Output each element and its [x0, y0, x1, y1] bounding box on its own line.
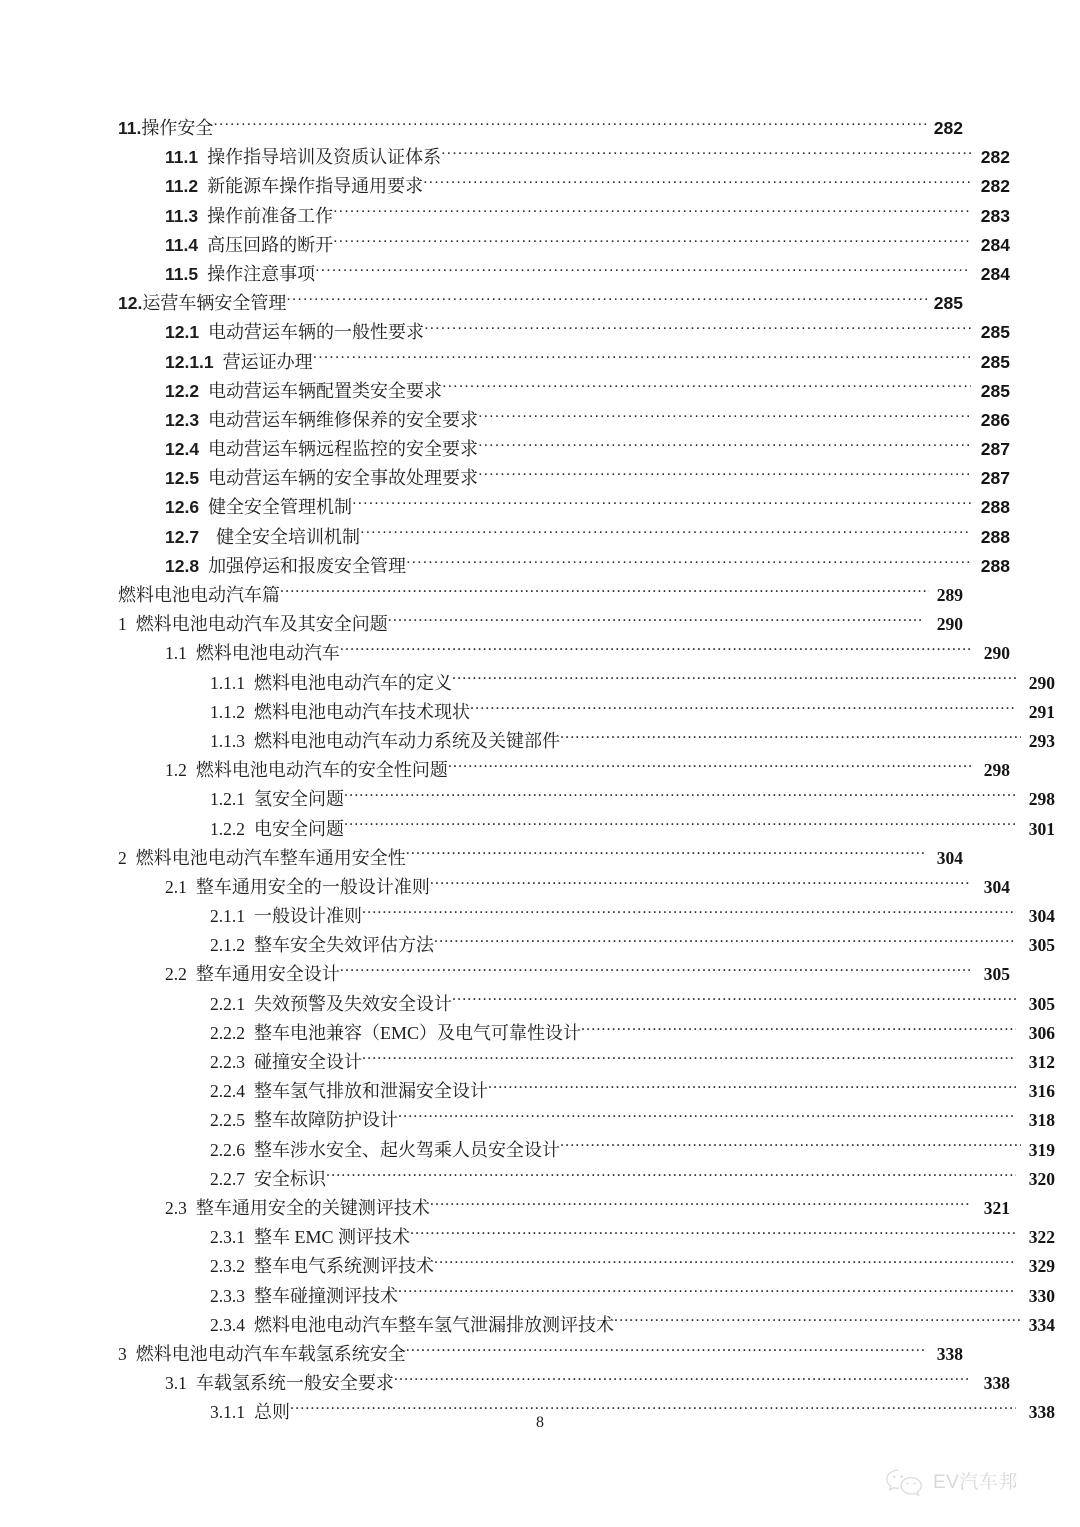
toc-entry-page-number: 284: [980, 234, 1010, 255]
toc-entry-number: 2.2: [165, 964, 187, 985]
toc-entry-number: 2.2.6: [210, 1139, 245, 1160]
toc-entry-number: 2.2.3: [210, 1052, 245, 1072]
toc-entry-number: 2.2.1: [210, 993, 245, 1014]
toc-entry-number: 12.8: [165, 555, 200, 576]
toc-entry-number: 2.3.3: [210, 1285, 245, 1306]
toc-entry[interactable]: [118, 639, 1010, 668]
toc-entry-number: 12.: [118, 293, 143, 314]
toc-entry-number: 11.: [118, 118, 142, 138]
toc-entry-title: 营运证办理: [222, 351, 313, 372]
toc-entry[interactable]: [118, 756, 1010, 785]
toc-entry-number: 12.1.1: [165, 351, 214, 372]
toc-entry-title: 整车碰撞测评技术: [254, 1285, 398, 1306]
toc-entry[interactable]: [118, 260, 1010, 289]
toc-entry[interactable]: [118, 1369, 1010, 1398]
toc-leader-dots: [488, 1079, 1016, 1097]
toc-entry-page-number: 283: [980, 205, 1010, 226]
toc-entry[interactable]: [118, 931, 1055, 960]
toc-entry-title: 操作注意事项: [207, 263, 316, 284]
toc-entry-title: 整车故障防护设计: [254, 1110, 398, 1131]
toc-leader-dots: [434, 933, 1016, 951]
toc-leader-dots: [423, 174, 971, 192]
toc-entry-title: 氢安全问题: [254, 789, 344, 810]
toc-entry-title: 一般设计准则: [254, 906, 362, 927]
toc-entry[interactable]: [118, 435, 1010, 464]
toc-entry-number: 11.2: [165, 176, 199, 197]
toc-entry-page-number: 338: [983, 1373, 1010, 1394]
toc-entry[interactable]: [118, 377, 1010, 406]
toc-entry-title: 整车涉水安全、起火驾乘人员安全设计: [254, 1139, 560, 1160]
toc-entry-number: 1.2: [165, 760, 187, 781]
toc-entry-page-number: 285: [980, 322, 1010, 343]
toc-entry[interactable]: [118, 610, 963, 639]
toc-entry-title: 燃料电池电动汽车的安全性问题: [195, 760, 448, 781]
toc-entry-page-number: 285: [980, 380, 1010, 401]
toc-leader-dots: [560, 729, 1021, 747]
toc-entry-number: 2.2.4: [210, 1081, 245, 1102]
toc-entry-title: 整车安全失效评估方法: [254, 935, 434, 956]
toc-leader-dots: [614, 1313, 1021, 1331]
toc-entry-page-number: 288: [980, 526, 1010, 547]
toc-entry-number: 2.3.1: [210, 1227, 245, 1248]
toc-leader-dots: [470, 700, 1016, 718]
toc-entry-page-number: 286: [980, 409, 1010, 430]
toc-entry-page-number: 285: [933, 293, 963, 314]
toc-entry[interactable]: [118, 523, 1010, 552]
toc-entry-page-number: 338: [936, 1343, 963, 1364]
toc-entry[interactable]: [118, 172, 1010, 201]
toc-entry-number: 2.3: [165, 1197, 187, 1218]
toc-entry[interactable]: [118, 902, 1055, 931]
toc-entry-title: 操作前准备工作: [207, 205, 334, 226]
toc-entry-page-number: 287: [980, 468, 1010, 489]
toc-entry-page-number: 312: [1028, 1052, 1055, 1072]
toc-leader-dots: [340, 962, 971, 980]
toc-entry-number: 1.2.1: [210, 789, 245, 810]
toc-entry-number: 2.3.4: [210, 1314, 245, 1335]
toc-entry-title: 操作安全: [141, 118, 214, 138]
toc-entry[interactable]: [118, 143, 1010, 172]
toc-entry-page-number: 305: [1028, 935, 1055, 956]
toc-entry-title: 安全标识: [254, 1168, 326, 1189]
toc-entry-title: 总则: [254, 1402, 290, 1423]
toc-entry-number: 2.1: [165, 876, 187, 897]
toc-entry-page-number: 298: [1028, 789, 1055, 810]
toc-entry-title: 整车通用安全的关键测评技术: [195, 1197, 430, 1218]
toc-leader-dots: [344, 817, 1016, 835]
toc-entry[interactable]: [118, 727, 1055, 756]
toc-entry-page-number: 288: [980, 555, 1010, 576]
toc-entry-title: 整车氢气排放和泄漏安全设计: [254, 1081, 488, 1102]
toc-entry-page-number: 282: [933, 118, 963, 138]
toc-leader-dots: [406, 554, 971, 572]
toc-entry-page-number: 289: [936, 585, 963, 605]
toc-leader-dots: [398, 1284, 1016, 1302]
toc-entry[interactable]: [118, 1194, 1010, 1223]
toc-entry[interactable]: [118, 669, 1055, 698]
toc-leader-dots: [388, 612, 924, 630]
toc-entry[interactable]: [118, 785, 1055, 814]
toc-entry-title: 整车通用安全设计: [195, 964, 340, 985]
page-number: 8: [536, 1414, 544, 1431]
toc-entry-title: 碰撞安全设计: [254, 1052, 362, 1072]
toc-entry-number: 1.1.3: [210, 730, 245, 751]
toc-entry[interactable]: [118, 698, 1055, 727]
toc-leader-dots: [333, 233, 971, 251]
toc-entry-title: 燃料电池电动汽车篇: [118, 585, 280, 605]
toc-entry-page-number: 322: [1028, 1227, 1055, 1248]
toc-entry-number: 11.5: [165, 263, 199, 284]
toc-entry-number: 12.4: [165, 439, 200, 460]
toc-entry[interactable]: [118, 114, 963, 143]
toc-entry-page-number: 293: [1028, 730, 1055, 751]
toc-entry-page-number: 291: [1028, 701, 1055, 722]
toc-entry-number: 12.7: [165, 526, 200, 547]
toc-entry-page-number: 287: [980, 439, 1010, 460]
toc-entry[interactable]: [118, 1252, 1055, 1281]
toc-entry[interactable]: [118, 1311, 1055, 1340]
toc-leader-dots: [478, 437, 971, 455]
toc-entry-number: 2.1.1: [210, 906, 245, 927]
toc-entry-number: 11.1: [165, 147, 199, 168]
toc-entry-title: 燃料电池电动汽车技术现状: [254, 701, 470, 722]
toc-entry[interactable]: [118, 1165, 1055, 1194]
toc-entry-number: 12.3: [165, 409, 200, 430]
toc-entry[interactable]: [118, 844, 963, 873]
toc-entry-title: 健全安全培训机制: [216, 526, 361, 547]
toc-entry-title: 失效预警及失效安全设计: [254, 993, 452, 1014]
toc-leader-dots: [478, 408, 971, 426]
toc-entry-title: 电动营运车辆配置类安全要求: [208, 380, 443, 401]
toc-entry-page-number: 306: [1028, 1022, 1055, 1043]
watermark: [884, 1468, 1018, 1496]
toc-entry-number: 1.1.1: [210, 672, 245, 693]
toc-entry-title: 运营车辆安全管理: [142, 293, 287, 314]
toc-entry-page-number: 330: [1028, 1285, 1055, 1306]
toc-entry[interactable]: [118, 202, 1010, 231]
toc-entry-title: 车载氢系统一般安全要求: [195, 1373, 394, 1394]
toc-leader-dots: [430, 1196, 971, 1214]
toc-entry-title: 整车 EMC 测评技术: [254, 1227, 411, 1248]
table-of-contents: [118, 114, 1055, 1427]
toc-entry[interactable]: [118, 1106, 1055, 1135]
toc-entry-number: 1: [118, 614, 127, 635]
toc-entry-title: 健全安全管理机制: [208, 497, 353, 518]
toc-entry-page-number: 290: [936, 614, 963, 635]
toc-entry[interactable]: [118, 493, 1010, 522]
toc-leader-dots: [360, 525, 971, 543]
toc-entry-title: 电动营运车辆的一般性要求: [208, 322, 425, 343]
toc-entry-page-number: 316: [1028, 1081, 1055, 1102]
toc-leader-dots: [452, 992, 1016, 1010]
toc-entry-page-number: 329: [1028, 1256, 1055, 1277]
toc-entry-page-number: 305: [1028, 993, 1055, 1014]
toc-entry-number: 12.6: [165, 497, 200, 518]
toc-entry-page-number: 304: [983, 876, 1010, 897]
toc-leader-dots: [560, 1138, 1021, 1156]
toc-entry-title: 加强停运和报废安全管理: [208, 555, 407, 576]
toc-entry-number: 3.1: [165, 1373, 187, 1394]
toc-entry-number: 3: [118, 1343, 127, 1364]
toc-entry[interactable]: [118, 318, 1010, 347]
toc-entry-page-number: 305: [983, 964, 1010, 985]
toc-entry-page-number: 290: [983, 643, 1010, 664]
watermark-text: EV汽车邦: [933, 1471, 1018, 1493]
toc-entry[interactable]: [118, 990, 1055, 1019]
toc-leader-dots: [352, 495, 971, 513]
toc-entry-number: 12.2: [165, 380, 200, 401]
toc-entry-number: 12.1: [165, 322, 200, 343]
toc-entry[interactable]: [118, 289, 963, 318]
toc-entry-number: 1.1.2: [210, 701, 245, 722]
toc-entry-page-number: 285: [980, 351, 1010, 372]
toc-entry-page-number: 304: [1028, 906, 1055, 927]
toc-entry[interactable]: [118, 581, 963, 610]
toc-leader-dots: [442, 379, 971, 397]
toc-entry-number: 11.3: [165, 205, 199, 226]
toc-entry-title: 操作指导培训及资质认证体系: [207, 147, 442, 168]
toc-leader-dots: [362, 1050, 1016, 1068]
toc-entry-title: 高压回路的断开: [207, 234, 334, 255]
toc-entry-page-number: 338: [1028, 1402, 1055, 1423]
toc-entry[interactable]: [118, 406, 1010, 435]
toc-entry-page-number: 284: [980, 263, 1010, 284]
toc-leader-dots: [326, 1167, 1016, 1185]
wechat-icon: [884, 1468, 926, 1496]
toc-entry-number: 2.2.2: [210, 1022, 245, 1043]
toc-leader-dots: [406, 846, 924, 864]
toc-leader-dots: [394, 1371, 971, 1389]
toc-entry[interactable]: [118, 1019, 1055, 1048]
toc-leader-dots: [280, 583, 929, 601]
toc-leader-dots: [344, 787, 1016, 805]
toc-entry-page-number: 301: [1028, 818, 1055, 839]
toc-entry-page-number: 282: [980, 147, 1010, 168]
toc-entry-title: 燃料电池电动汽车动力系统及关键部件: [254, 730, 560, 751]
toc-entry-number: 2.1.2: [210, 935, 245, 956]
toc-leader-dots: [478, 466, 971, 484]
toc-entry-page-number: 320: [1028, 1168, 1055, 1189]
toc-entry[interactable]: [118, 1048, 1055, 1077]
toc-entry-title: 电动营运车辆的安全事故处理要求: [208, 468, 479, 489]
toc-entry-title: 燃料电池电动汽车: [195, 643, 340, 664]
toc-leader-dots: [434, 1254, 1016, 1272]
toc-leader-dots: [448, 758, 971, 776]
toc-leader-dots: [362, 904, 1016, 922]
toc-entry-title: 燃料电池电动汽车车载氢系统安全: [135, 1343, 406, 1364]
toc-entry-title: 电动营运车辆维修保养的安全要求: [208, 409, 479, 430]
toc-entry-page-number: 319: [1028, 1139, 1055, 1160]
toc-leader-dots: [340, 641, 971, 659]
toc-entry-number: 2: [118, 847, 127, 868]
toc-leader-dots: [424, 320, 971, 338]
toc-leader-dots: [406, 1342, 924, 1360]
toc-leader-dots: [581, 1021, 1016, 1039]
toc-entry-title: 整车电池兼容（EMC）及电气可靠性设计: [254, 1022, 582, 1043]
toc-leader-dots: [452, 671, 1016, 689]
toc-leader-dots: [313, 350, 971, 368]
toc-entry[interactable]: [118, 960, 1010, 989]
toc-entry[interactable]: [118, 1282, 1055, 1311]
toc-entry-page-number: 334: [1028, 1314, 1055, 1335]
toc-entry[interactable]: [118, 815, 1055, 844]
toc-entry[interactable]: [118, 348, 1010, 377]
toc-entry-number: 12.5: [165, 468, 200, 489]
toc-entry[interactable]: [118, 873, 1010, 902]
toc-entry-title: 燃料电池电动汽车整车氢气泄漏排放测评技术: [254, 1314, 614, 1335]
toc-leader-dots: [430, 875, 971, 893]
toc-leader-dots: [333, 204, 971, 222]
toc-entry-number: 1.2.2: [210, 818, 245, 839]
toc-entry-page-number: 304: [936, 847, 963, 868]
toc-entry-title: 燃料电池电动汽车整车通用安全性: [135, 847, 406, 868]
toc-entry-number: 2.3.2: [210, 1256, 245, 1277]
toc-leader-dots: [213, 116, 929, 134]
toc-leader-dots: [315, 262, 971, 280]
toc-leader-dots: [286, 291, 929, 309]
toc-entry-title: 燃料电池电动汽车的定义: [254, 672, 452, 693]
toc-entry[interactable]: [118, 1077, 1055, 1106]
toc-entry-number: 2.2.5: [210, 1110, 245, 1131]
toc-entry-number: 1.1: [165, 643, 187, 664]
toc-entry[interactable]: [118, 464, 1010, 493]
toc-entry-title: 整车通用安全的一般设计准则: [195, 876, 430, 897]
toc-entry-number: 11.4: [165, 234, 199, 255]
toc-entry[interactable]: [118, 552, 1010, 581]
toc-entry[interactable]: [118, 231, 1010, 260]
toc-entry-page-number: 298: [983, 760, 1010, 781]
toc-entry-number: 2.2.7: [210, 1168, 245, 1189]
toc-entry-title: 电动营运车辆远程监控的安全要求: [208, 439, 479, 460]
toc-entry-number: 3.1.1: [210, 1402, 245, 1423]
toc-entry[interactable]: [118, 1340, 963, 1369]
toc-entry[interactable]: [118, 1223, 1055, 1252]
toc-leader-dots: [441, 145, 971, 163]
toc-entry-page-number: 290: [1028, 672, 1055, 693]
toc-entry-page-number: 288: [980, 497, 1010, 518]
toc-leader-dots: [398, 1108, 1016, 1126]
toc-entry[interactable]: [118, 1136, 1055, 1165]
toc-leader-dots: [410, 1225, 1016, 1243]
toc-entry-title: 整车电气系统测评技术: [254, 1256, 434, 1277]
toc-entry-page-number: 318: [1028, 1110, 1055, 1131]
toc-entry-title: 电安全问题: [254, 818, 344, 839]
toc-entry-page-number: 321: [983, 1197, 1010, 1218]
toc-entry-title: 燃料电池电动汽车及其安全问题: [135, 614, 388, 635]
toc-entry-page-number: 282: [980, 176, 1010, 197]
toc-entry-title: 新能源车操作指导通用要求: [207, 176, 424, 197]
